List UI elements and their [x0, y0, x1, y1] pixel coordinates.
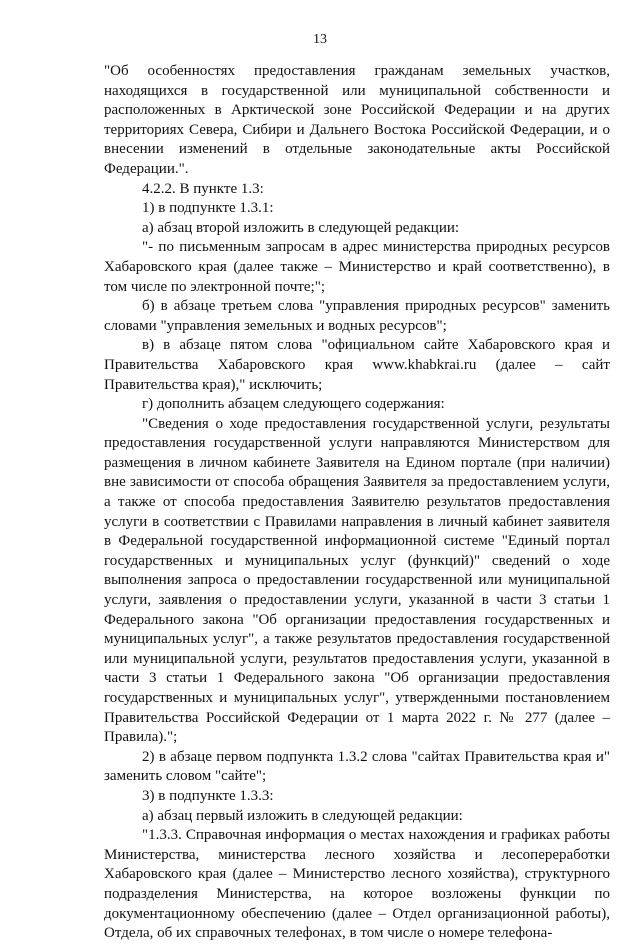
paragraph-a-first-abzac: а) абзац первый изложить в следующей редакции:: [142, 807, 463, 824]
paragraph-a-second-abzac: а) абзац второй изложить в следующей редакции:: [142, 219, 460, 236]
paragraph-subitem-1-3-1: 1) в подпункте 1.3.1:: [142, 200, 274, 217]
paragraph-subitem-1-3-3: 3) в подпункте 1.3.3:: [142, 787, 274, 804]
paragraph-item-4-2-2: 4.2.2. В пункте 1.3:: [142, 180, 264, 197]
paragraph-law-title-end: "Об особенностях предоставления гражданам земельных участков, находящихся в государственной или муниципальной собственности и расположенных в Арктической зоне Российской Федерации и на других территориях Севера, Сибири и Дальнего Востока Российской Федерации, и о внесении изменений в отдельные законодательные акты Российской Федерации.".: [104, 63, 610, 177]
document-body: [104, 62, 610, 944]
paragraph-reference-info: "1.3.3. Справочная информация о местах нахождения и графиках работы Министерства, министерства лесного хозяйства и лесопереработки Хабаровского края (далее – Министерство лесного хозяйства), структурного подразделения Министерства, на которое возложены функции по документационному обеспечению (далее – Отдел организационной работы), Отдела, об их справочных телефонах, в том числе о номере телефона-: [104, 827, 610, 942]
paragraph-b-third-abzac: б) в абзаце третьем слова "управления природных ресурсов" заменить словами "управления земельных и водных ресурсов";: [104, 298, 610, 334]
paragraph-subitem-1-3-2: 2) в абзаце первом подпункта 1.3.2 слова "сайтах Правительства края и" заменить словом "сайте";: [104, 748, 610, 785]
page-number: 13: [313, 32, 327, 47]
paragraph-g-add-abzac: г) дополнить абзацем следующего содержания:: [142, 396, 445, 413]
paragraph-written-requests: "- по письменным запросам в адрес министерства природных ресурсов Хабаровского края (далее также – Министерство и край соответственно), в том числе по электронной почте;";: [104, 239, 610, 295]
paragraph-service-progress-info: "Сведения о ходе предоставления государственной услуги, результаты предоставления государственной услуги направляются Министерством для размещения в личном кабинете Заявителя на Едином портале (при наличии) вне зависимости от способа обращения Заявителя за предоставлением услуги, а также от способа предоставления Заявителю результатов предоставления услуги в соответствии с Правилами направления в личный кабинет заявителя в Федеральной государственной информационной системе "Единый портал государственных и муниципальных услуг (функций)" сведений о ходе выполнения запроса о предоставлении государственной или муниципальной услуги, заявления о предоставлении услуги, указанной в части 3 статьи 1 Федерального закона "Об организации предоставления государственных и муниципальных услуг", а также результатов предоставления государственной или муниципальной услуги, результатов предоставления услуги, указанной в части 3 статьи 1 Федерального закона "Об организации предоставления государственных и муниципальных услуг", утвержденными постановлением Правительства Российской Федерации от 1 марта 2022 г. № 277 (далее – Правила).";: [104, 415, 610, 746]
paragraph-v-fifth-abzac: в) в абзаце пятом слова "официальном сайте Хабаровского края и Правительства Хабаровского края www.khabkrai.ru (далее – сайт Правительства края)," исключить;: [104, 337, 610, 393]
